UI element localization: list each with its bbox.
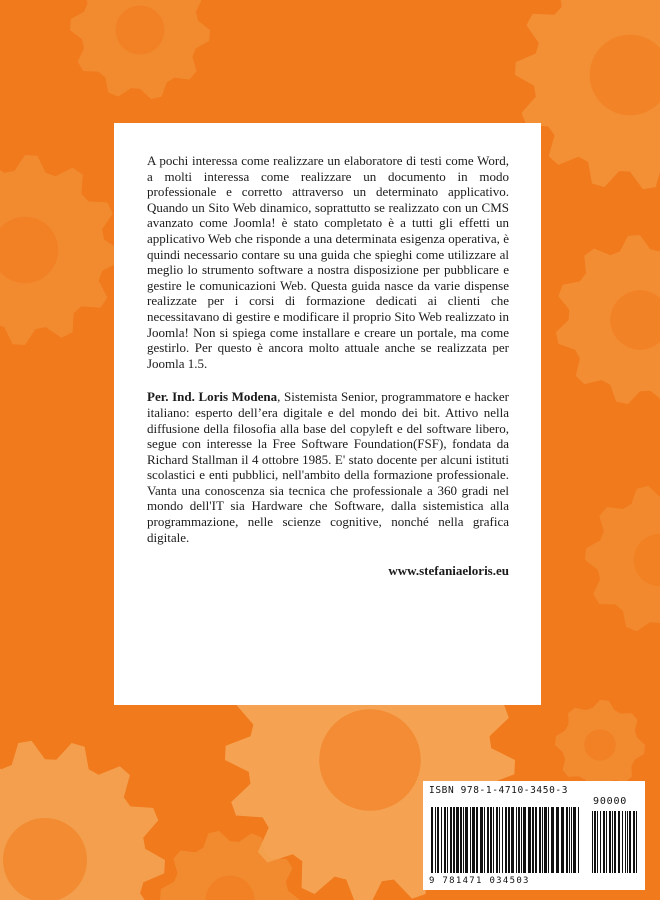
addon-bar bbox=[629, 811, 631, 873]
barcode-bar bbox=[450, 807, 452, 873]
barcode-bar bbox=[435, 807, 436, 873]
barcode-bar bbox=[521, 807, 522, 873]
barcode-bar bbox=[542, 807, 543, 873]
gear-hole-8 bbox=[584, 729, 615, 760]
barcode-bar bbox=[511, 807, 514, 873]
barcode-bar bbox=[463, 807, 464, 873]
barcode-bar bbox=[487, 807, 489, 873]
barcode-bar bbox=[561, 807, 564, 873]
isbn-barcode bbox=[423, 781, 645, 890]
barcode-bar bbox=[437, 807, 439, 873]
isbn-label: ISBN 978-1-4710-3450-3 bbox=[429, 785, 569, 796]
barcode-bar bbox=[431, 807, 433, 873]
barcode-bar bbox=[496, 807, 498, 873]
barcode-bar bbox=[523, 807, 526, 873]
author-name: Per. Ind. Loris Modena bbox=[147, 389, 278, 405]
barcode-bar bbox=[499, 807, 500, 873]
addon-bar bbox=[600, 811, 601, 873]
addon-bar bbox=[594, 811, 596, 873]
barcode-bar bbox=[532, 807, 534, 873]
barcode-bar bbox=[556, 807, 559, 873]
addon-bar bbox=[633, 811, 635, 873]
gear-hole-6 bbox=[3, 818, 87, 900]
barcode-bar bbox=[441, 807, 442, 873]
barcode-bar bbox=[484, 807, 485, 873]
barcode-digits: 9 781471 034503 bbox=[429, 876, 530, 886]
barcode-bar bbox=[516, 807, 517, 873]
barcode-bar bbox=[465, 807, 468, 873]
gear-hole-1 bbox=[116, 6, 165, 55]
barcode-bar bbox=[460, 807, 462, 873]
barcode-bar bbox=[539, 807, 541, 873]
addon-bar bbox=[625, 811, 626, 873]
barcode-bar bbox=[528, 807, 531, 873]
barcode-bar bbox=[569, 807, 570, 873]
barcode-bar bbox=[447, 807, 448, 873]
barcode-bar bbox=[453, 807, 455, 873]
barcode-bar bbox=[470, 807, 471, 873]
gear-hole-5 bbox=[319, 709, 421, 811]
barcode-bar bbox=[566, 807, 568, 873]
barcode-bar bbox=[502, 807, 503, 873]
addon-bar bbox=[627, 811, 628, 873]
addon-bar bbox=[636, 811, 637, 873]
website-link[interactable]: www.stefaniaeloris.eu bbox=[388, 563, 509, 579]
addon-bar bbox=[618, 811, 620, 873]
addon-bar bbox=[597, 811, 598, 873]
addon-bar bbox=[592, 811, 593, 873]
barcode-bar bbox=[490, 807, 492, 873]
book-synopsis: A pochi interessa come realizzare un elaboratore di testi come Word, a molti interessa come realizzare un documento in modo professionale e corretto attraverso un determinato applicativo. Quando un Sito Web dinamico, soprattutto se realizzato con un CMS avanzato come Joomla! è stato completato è a tutti gli effetti un applicativo Web che risponde a una determinata esigenza operativa, è quindi necessario contare su una guida che spieghi come utilizzare al meglio lo strumento software a nostra disposizione per pubblicare e gestire le comunicazioni Web. Questa guida nasce da varie dispense realizzate per i corsi di formazione dedicati ai clienti che necessitavano di gestire e modificare il proprio Sito Web realizzato in Joomla! Non si spiega come installare e creare un portale, ma come gestirlo. Per questo è ancora molto attuale anche se realizzata per Joomla 1.5. bbox=[147, 153, 509, 371]
barcode-bar bbox=[476, 807, 478, 873]
price-code: 90000 bbox=[593, 796, 628, 807]
barcode-bar bbox=[535, 807, 537, 873]
barcode-bars bbox=[429, 807, 639, 875]
barcode-bar bbox=[578, 807, 579, 873]
addon-bar bbox=[622, 811, 623, 873]
barcode-bar bbox=[551, 807, 554, 873]
barcode-bar bbox=[456, 807, 459, 873]
back-cover-text-panel bbox=[114, 123, 541, 705]
barcode-bar bbox=[518, 807, 520, 873]
barcode-bar bbox=[472, 807, 475, 873]
addon-bar bbox=[612, 811, 613, 873]
author-bio bbox=[147, 389, 509, 545]
barcode-bar bbox=[508, 807, 510, 873]
barcode-bar bbox=[544, 807, 547, 873]
addon-bar bbox=[609, 811, 611, 873]
barcode-bar bbox=[548, 807, 549, 873]
barcode-bar bbox=[493, 807, 494, 873]
addon-bar bbox=[606, 811, 607, 873]
barcode-bar bbox=[480, 807, 483, 873]
barcode-bar bbox=[505, 807, 507, 873]
barcode-bar bbox=[444, 807, 446, 873]
addon-bar bbox=[603, 811, 605, 873]
barcode-bar bbox=[571, 807, 572, 873]
addon-bar bbox=[614, 811, 616, 873]
barcode-bar bbox=[573, 807, 576, 873]
author-bio-text: , Sistemista Senior, programmatore e hacker italiano: esperto dell’era digitale e del mondo dei bit. Attivo nella diffusione della filosofia alla base del copyleft e del software libero, segue con interesse la Free Software Foundation(FSF), fondata da Richard Stallman il 4 ottobre 1985. E' stato docente per alcuni istituti scolastici e enti pubblici, nell'ambito della formazione professionale. Vanta una conoscenza sia tecnica che professionale a 360 gradi nel mondo dell'IT sia Hardware che Software, dalla sistemistica alla programmazione, nelle scienze cognitive, nonché nella grafica digitale. bbox=[147, 389, 509, 545]
